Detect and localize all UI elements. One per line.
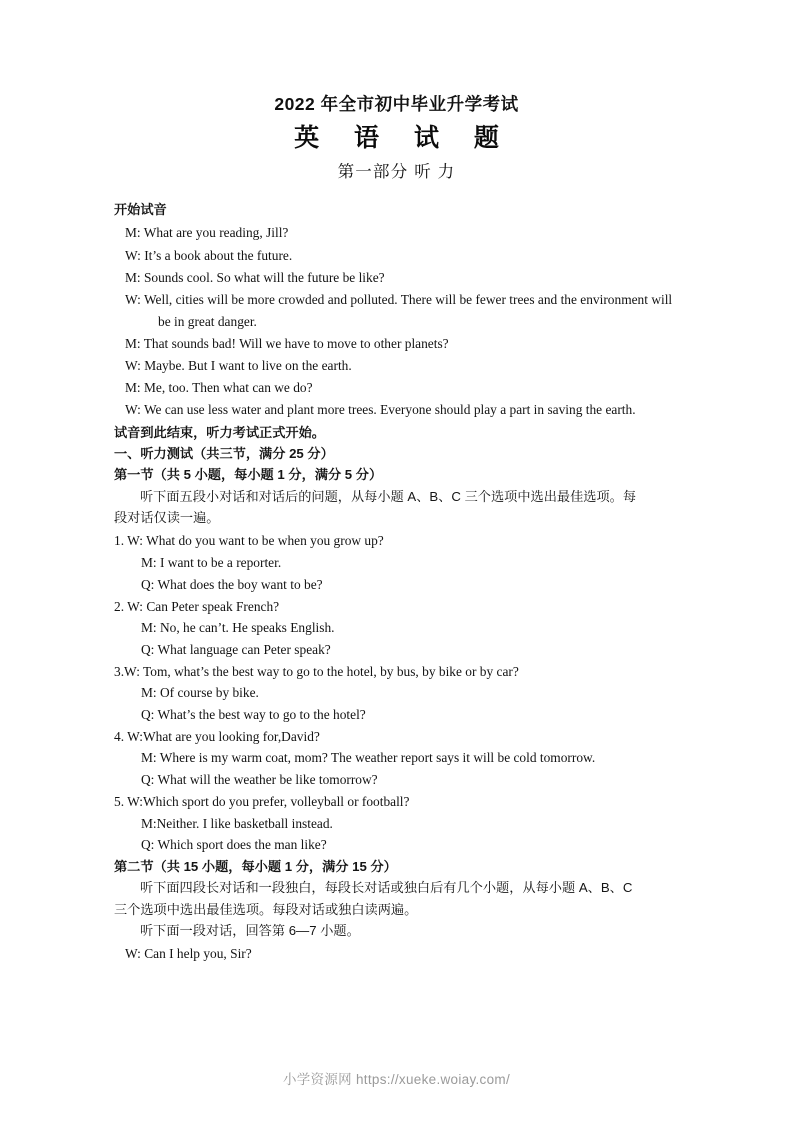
item-text: W: Can Peter speak French? <box>127 598 280 614</box>
document-title-block <box>0 0 793 185</box>
trial-line: W: We can use less water and plant more trees. Everyone should play a part in saving the earth. <box>125 402 636 418</box>
document-body <box>109 185 684 966</box>
dialogue-item-line: Q: What language can Peter speak? <box>141 641 331 657</box>
trial-line: W: It’s a book about the future. <box>125 247 293 263</box>
section-two-instruction: 听下面四段长对话和一段独白，每段长对话或独白后有几个小题，从每小题 A、B、C <box>140 880 633 896</box>
trial-line: M: Me, too. Then what can we do? <box>125 380 313 396</box>
dialogue-item-line: Q: Which sport does the man like? <box>141 837 327 853</box>
dialogue-item-line <box>114 726 684 748</box>
item-number: 4. <box>114 728 125 744</box>
section-one-heading: 第一节（共 5 小题，每小题 1 分，满分 5 分） <box>114 467 383 483</box>
dialogue-item-line: Q: What will the weather be like tomorrow? <box>141 772 378 788</box>
trial-line: W: Well, cities will be more crowded and polluted. There will be fewer trees and the environment will be in great danger. <box>125 292 673 329</box>
dialogue-item-line <box>114 596 684 618</box>
item-number: 5. <box>114 793 125 809</box>
trial-end-note: 试音到此结束，听力考试正式开始。 <box>114 424 325 440</box>
dialogue-item-line: Q: What’s the best way to go to the hotel? <box>141 707 366 723</box>
listening-test-heading: 一、听力测试（共三节，满分 25 分） <box>114 445 334 461</box>
dialogue-item-line: M: No, he can’t. He speaks English. <box>141 620 335 636</box>
dialogue-item-line: Q: What does the boy want to be? <box>141 576 323 592</box>
item-text: W: Tom, what’s the best way to go to the hotel, by bus, by bike or by car? <box>124 663 519 679</box>
item-text: W:Which sport do you prefer, volleyball or football? <box>127 793 410 809</box>
section-two-heading: 第二节（共 15 小题，每小题 1 分，满分 15 分） <box>114 858 397 874</box>
item-number: 3. <box>114 663 125 679</box>
section-one-instruction: 听下面五段小对话和对话后的问题，从每小题 A、B、C 三个选项中选出最佳选项。每 <box>140 488 637 504</box>
item-number: 1. <box>114 533 125 549</box>
item-text: W: What do you want to be when you grow up? <box>127 533 384 549</box>
footer-watermark: 小学资源网 https://xueke.woiay.com/ <box>282 1072 511 1087</box>
dialogue-item-line: M:Neither. I like basketball instead. <box>141 815 333 831</box>
dialogue-item-line <box>114 791 684 813</box>
trial-line: M: Sounds cool. So what will the future be like? <box>125 269 385 285</box>
section-two-prompt: 听下面一段对话，回答第 6—7 小题。 <box>140 923 360 939</box>
page-title-subject: 英 语 试 题 <box>294 123 513 152</box>
section-two-first-line: W: Can I help you, Sir? <box>125 946 252 962</box>
section-two-instruction-cont: 三个选项中选出最佳选项。每段对话或独白读两遍。 <box>114 901 418 917</box>
dialogue-item-line <box>114 661 684 683</box>
dialogue-item-line <box>114 530 684 552</box>
trial-section-heading: 开始试音 <box>114 202 167 217</box>
dialogue-item-line: M: Where is my warm coat, mom? The weather report says it will be cold tomorrow. <box>141 750 596 766</box>
item-number: 2. <box>114 598 125 614</box>
trial-line: W: Maybe. But I want to live on the earth. <box>125 357 352 373</box>
trial-line: M: What are you reading, Jill? <box>125 225 289 241</box>
item-text: W:What are you looking for,David? <box>127 728 320 744</box>
section-one-instruction-cont: 段对话仅读一遍。 <box>114 510 220 526</box>
dialogue-item-line: M: I want to be a reporter. <box>141 555 282 571</box>
page-title-part: 第一部分 听 力 <box>337 163 456 182</box>
page-title-exam-name: 2022 年全市初中毕业升学考试 <box>274 94 519 114</box>
trial-line: M: That sounds bad! Will we have to move to other planets? <box>125 335 449 351</box>
dialogue-item-line: M: Of course by bike. <box>141 685 259 701</box>
